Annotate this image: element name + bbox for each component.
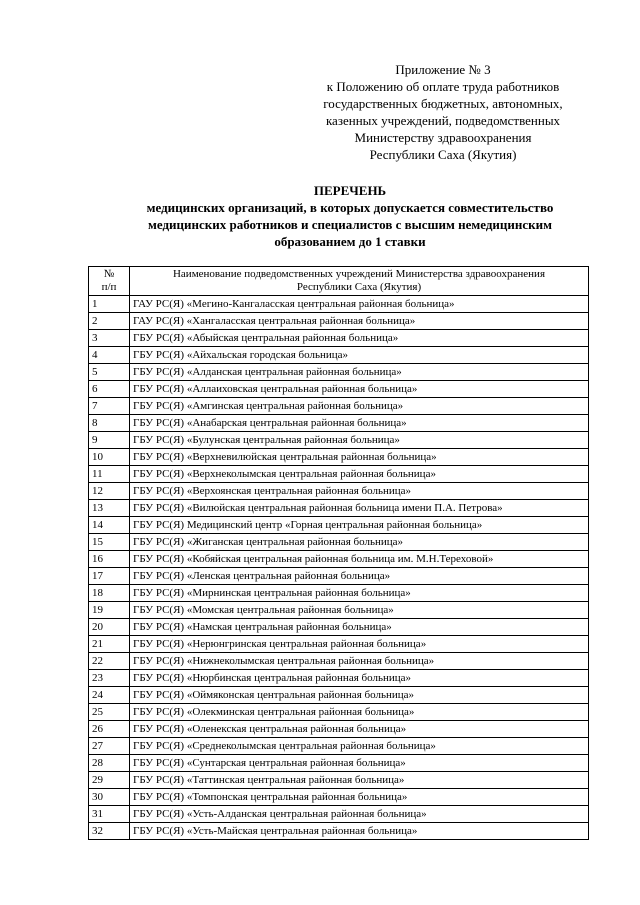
appendix-note (288, 61, 598, 163)
table-row (89, 789, 589, 806)
title-line: медицинских работников и специалистов с высшим немедицинским (148, 217, 552, 232)
row-number: 31 (89, 806, 130, 823)
row-organization-name: ГАУ РС(Я) «Мегино-Кангаласская центральная районная больница» (130, 296, 589, 313)
title-line: медицинских организаций, в которых допускается совместительство (146, 200, 554, 215)
row-number: 18 (89, 585, 130, 602)
row-organization-name: ГБУ РС(Я) «Аллаиховская центральная районная больница» (130, 381, 589, 398)
organizations-table (88, 266, 589, 840)
row-organization-name: ГБУ РС(Я) «Олекминская центральная районная больница» (130, 704, 589, 721)
row-number: 26 (89, 721, 130, 738)
table-row (89, 653, 589, 670)
row-organization-name: ГБУ РС(Я) «Таттинская центральная районная больница» (130, 772, 589, 789)
table-header-row (89, 267, 589, 296)
row-organization-name: ГБУ РС(Я) «Верхнеколымская центральная районная больница» (130, 466, 589, 483)
row-number: 12 (89, 483, 130, 500)
row-number: 16 (89, 551, 130, 568)
row-organization-name: ГБУ РС(Я) «Усть-Майская центральная районная больница» (130, 823, 589, 840)
row-organization-name: ГБУ РС(Я) Медицинский центр «Горная центральная районная больница» (130, 517, 589, 534)
row-organization-name: ГБУ РС(Я) «Нижнеколымская центральная районная больница» (130, 653, 589, 670)
row-number: 27 (89, 738, 130, 755)
header-number-line: п/п (101, 281, 117, 293)
table-row (89, 466, 589, 483)
table-row (89, 670, 589, 687)
table-row (89, 602, 589, 619)
row-organization-name: ГБУ РС(Я) «Томпонская центральная районная больница» (130, 789, 589, 806)
row-number: 14 (89, 517, 130, 534)
row-organization-name: ГБУ РС(Я) «Сунтарская центральная районная больница» (130, 755, 589, 772)
table-row (89, 500, 589, 517)
row-organization-name: ГБУ РС(Я) «Усть-Алданская центральная районная больница» (130, 806, 589, 823)
table-row (89, 721, 589, 738)
appendix-line: государственных бюджетных, автономных, (323, 96, 563, 111)
table-row (89, 619, 589, 636)
row-number: 2 (89, 313, 130, 330)
row-number: 1 (89, 296, 130, 313)
table-row (89, 483, 589, 500)
row-organization-name: ГБУ РС(Я) «Среднеколымская центральная районная больница» (130, 738, 589, 755)
header-name-line: Республики Саха (Якутия) (296, 281, 422, 293)
table-row (89, 568, 589, 585)
row-number: 9 (89, 432, 130, 449)
table-row (89, 534, 589, 551)
appendix-line: Приложение № 3 (395, 62, 491, 77)
table-row (89, 585, 589, 602)
header-name-line: Наименование подведомственных учреждений Министерства здравоохранения (172, 268, 546, 280)
table-row (89, 398, 589, 415)
row-organization-name: ГБУ РС(Я) «Намская центральная районная больница» (130, 619, 589, 636)
appendix-line: к Положению об оплате труда работников (326, 79, 560, 94)
row-organization-name: ГБУ РС(Я) «Верхоянская центральная районная больница» (130, 483, 589, 500)
row-organization-name: ГБУ РС(Я) «Нюрбинская центральная районная больница» (130, 670, 589, 687)
table-row (89, 636, 589, 653)
table-row (89, 738, 589, 755)
row-number: 22 (89, 653, 130, 670)
row-organization-name: ГБУ РС(Я) «Жиганская центральная районная больница» (130, 534, 589, 551)
appendix-line: Министерству здравоохранения (354, 130, 532, 145)
table-row (89, 449, 589, 466)
row-number: 24 (89, 687, 130, 704)
row-organization-name: ГБУ РС(Я) «Абыйская центральная районная больница» (130, 330, 589, 347)
row-number: 5 (89, 364, 130, 381)
row-organization-name: ГАУ РС(Я) «Хангаласская центральная районная больница» (130, 313, 589, 330)
row-number: 20 (89, 619, 130, 636)
table-row (89, 806, 589, 823)
row-number: 32 (89, 823, 130, 840)
table-row (89, 704, 589, 721)
row-organization-name: ГБУ РС(Я) «Кобяйская центральная районная больница им. М.Н.Тереховой» (130, 551, 589, 568)
row-number: 8 (89, 415, 130, 432)
row-number: 21 (89, 636, 130, 653)
row-number: 17 (89, 568, 130, 585)
table-row (89, 415, 589, 432)
table-row (89, 381, 589, 398)
table-row (89, 313, 589, 330)
table-row (89, 432, 589, 449)
row-number: 10 (89, 449, 130, 466)
row-number: 29 (89, 772, 130, 789)
appendix-line: Республики Саха (Якутия) (369, 147, 517, 162)
row-number: 7 (89, 398, 130, 415)
row-organization-name: ГБУ РС(Я) «Оленекская центральная районная больница» (130, 721, 589, 738)
table-row (89, 364, 589, 381)
row-organization-name: ГБУ РС(Я) «Вилюйская центральная районная больница имени П.А. Петрова» (130, 500, 589, 517)
row-number: 6 (89, 381, 130, 398)
row-organization-name: ГБУ РС(Я) «Алданская центральная районная больница» (130, 364, 589, 381)
header-number-line: № (103, 268, 115, 280)
row-number: 25 (89, 704, 130, 721)
row-number: 15 (89, 534, 130, 551)
row-number: 13 (89, 500, 130, 517)
title-line: образованием до 1 ставки (274, 234, 426, 249)
row-number: 11 (89, 466, 130, 483)
document-title (70, 182, 630, 250)
row-number: 4 (89, 347, 130, 364)
table-row (89, 296, 589, 313)
row-organization-name: ГБУ РС(Я) «Ленская центральная районная больница» (130, 568, 589, 585)
table-row (89, 551, 589, 568)
table-row (89, 772, 589, 789)
table-row (89, 347, 589, 364)
appendix-line: казенных учреждений, подведомственных (325, 113, 561, 128)
table-row (89, 823, 589, 840)
row-organization-name: ГБУ РС(Я) «Мирнинская центральная районная больница» (130, 585, 589, 602)
table-row (89, 517, 589, 534)
row-number: 30 (89, 789, 130, 806)
header-number (89, 267, 130, 296)
row-number: 19 (89, 602, 130, 619)
row-organization-name: ГБУ РС(Я) «Булунская центральная районная больница» (130, 432, 589, 449)
table-row (89, 755, 589, 772)
row-organization-name: ГБУ РС(Я) «Анабарская центральная районная больница» (130, 415, 589, 432)
row-organization-name: ГБУ РС(Я) «Амгинская центральная районная больница» (130, 398, 589, 415)
header-name (130, 267, 589, 296)
row-number: 28 (89, 755, 130, 772)
row-organization-name: ГБУ РС(Я) «Момская центральная районная больница» (130, 602, 589, 619)
row-number: 3 (89, 330, 130, 347)
row-organization-name: ГБУ РС(Я) «Айхальская городская больница» (130, 347, 589, 364)
table-row (89, 330, 589, 347)
table-row (89, 687, 589, 704)
row-number: 23 (89, 670, 130, 687)
row-organization-name: ГБУ РС(Я) «Верхневилюйская центральная районная больница» (130, 449, 589, 466)
title-heading: ПЕРЕЧЕНЬ (313, 183, 387, 198)
row-organization-name: ГБУ РС(Я) «Нерюнгринская центральная районная больница» (130, 636, 589, 653)
table-body (89, 296, 589, 840)
row-organization-name: ГБУ РС(Я) «Оймяконская центральная районная больница» (130, 687, 589, 704)
